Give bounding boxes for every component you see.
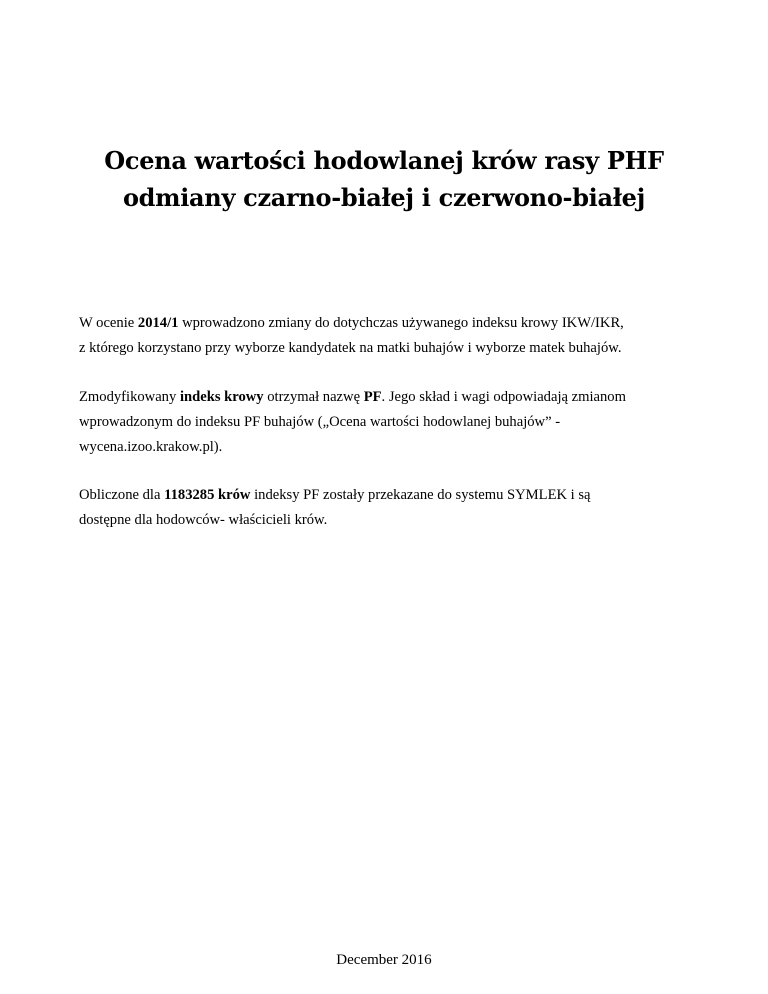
text-run: Obliczone dla: [79, 487, 165, 503]
page-title: [0, 142, 768, 216]
bold-index-term: indeks krowy: [179, 389, 264, 405]
text-run: . Jego skład i wagi odpowiadają zmianom: [381, 389, 626, 405]
text-run: wprowadzono zmiany do dotychczas używanego indeksu krowy IKW/IKR,: [178, 315, 624, 331]
paragraph-line: dostępne dla hodowców- właścicieli krów.: [79, 512, 328, 528]
paragraph-line: z którego korzystano przy wyborze kandydatek na matki buhajów i wyborze matek buhajów.: [79, 340, 622, 356]
bold-evaluation-code: 2014/1: [137, 315, 179, 331]
text-run: Zmodyfikowany: [79, 389, 180, 405]
footer-date: December 2016: [336, 952, 432, 968]
paragraph-line: [79, 483, 699, 508]
text-run: W ocenie: [79, 315, 138, 331]
paragraph-line: wprowadzonym do indeksu PF buhajów („Ocena wartości hodowlanej buhajów” -: [79, 414, 561, 430]
paragraph-line: [79, 311, 699, 336]
paragraph-line: [79, 385, 699, 410]
paragraph-index-pf: [79, 385, 699, 460]
text-run: indeksy PF zostały przekazane do systemu SYMLEK i są: [250, 487, 591, 503]
title-line-2: odmiany czarno-białej i czerwono-białej: [122, 183, 646, 212]
bold-pf-term: PF: [363, 389, 382, 405]
title-line-1: Ocena wartości hodowlanej krów rasy PHF: [104, 146, 664, 175]
paragraph-2014-change: [79, 311, 699, 361]
paragraph-line: wycena.izoo.krakow.pl).: [79, 439, 223, 455]
bold-cow-count: 1183285 krów: [164, 487, 251, 503]
text-run: otrzymał nazwę: [263, 389, 364, 405]
paragraph-symlek: [79, 483, 699, 533]
